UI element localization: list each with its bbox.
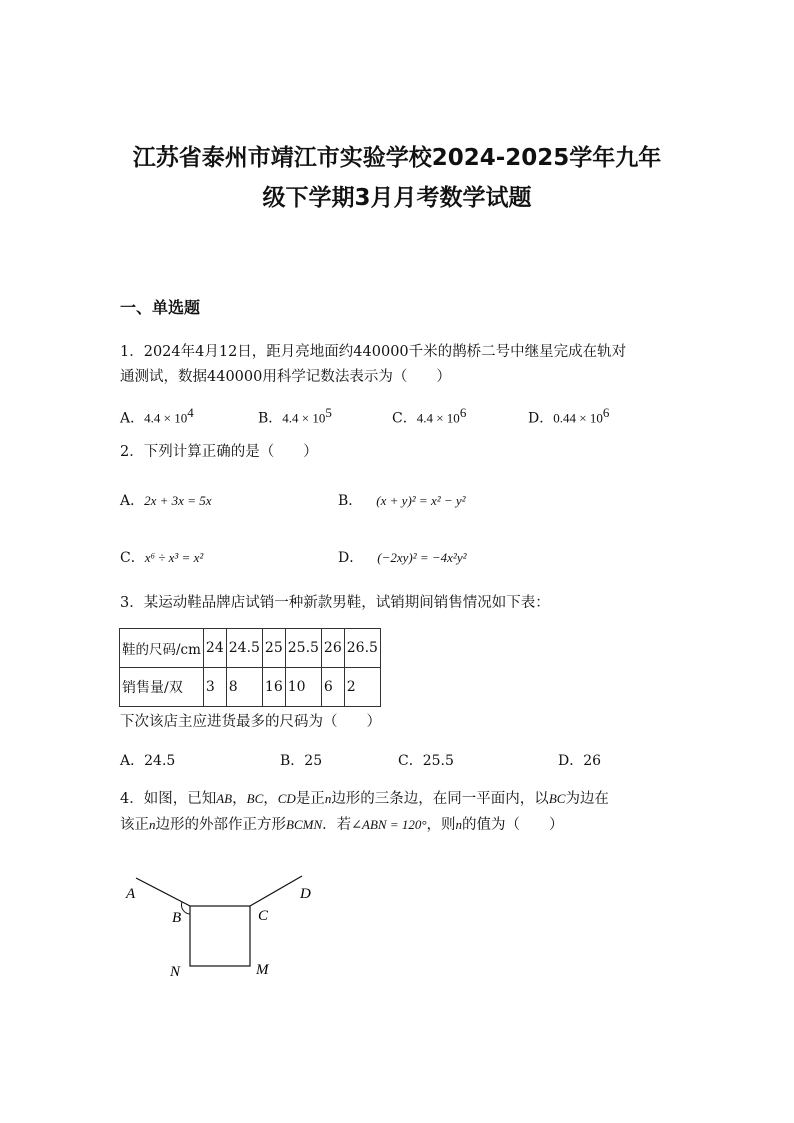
table-header-size: 鞋的尺码/cm xyxy=(120,629,204,668)
table-cell: 24 xyxy=(203,629,226,668)
table-cell: 3 xyxy=(203,668,226,707)
q1-option-b[interactable]: B．$4.4 \times 10^5$ xyxy=(258,405,332,427)
q2-option-a[interactable]: A．2x + 3x = 5x xyxy=(120,493,212,509)
table-cell: 26 xyxy=(321,629,344,668)
title-line-1: 江苏省泰州市靖江市实验学校2024-2025学年九年 xyxy=(132,145,662,171)
sales-table xyxy=(119,628,381,707)
section-heading: 一、单选题 xyxy=(120,298,201,317)
question-3: 3．某运动鞋品牌店试销一种新款男鞋，试销期间销售情况如下表： xyxy=(120,595,550,611)
label-d: D xyxy=(300,886,311,902)
question-1 xyxy=(120,340,680,390)
table-cell: 16 xyxy=(262,668,285,707)
table-row xyxy=(120,629,381,668)
table-cell: 25 xyxy=(262,629,285,668)
q3-option-a[interactable]: A．24.5 xyxy=(120,753,176,769)
question-3-prompt: 下次该店主应进货最多的尺码为（ ） xyxy=(120,714,381,730)
table-cell: 25.5 xyxy=(285,629,321,668)
square-bcmn xyxy=(190,906,250,966)
q1-option-d[interactable]: D．$0.44 \times 10^6$ xyxy=(528,405,610,427)
q2-option-b[interactable]: B． (x + y)² = x² − y² xyxy=(338,493,466,509)
q3-option-b[interactable]: B．25 xyxy=(280,753,323,769)
table-header-count: 销售量/双 xyxy=(120,668,204,707)
question-1-line-2: 通测试，数据440000用科学记数法表示为（ ） xyxy=(120,369,451,385)
question-4 xyxy=(120,786,690,838)
label-a: A xyxy=(126,886,136,902)
label-b: B xyxy=(172,910,182,926)
q2-option-c[interactable]: C．x⁶ ÷ x³ = x² xyxy=(120,550,204,566)
table-row xyxy=(120,668,381,707)
table-cell: 6 xyxy=(321,668,344,707)
title-line-2: 级下学期3月月考数学试题 xyxy=(262,185,532,211)
table-cell: 10 xyxy=(285,668,321,707)
q2-option-d[interactable]: D． (−2xy)² = −4x²y² xyxy=(338,550,467,566)
table-cell: 2 xyxy=(344,668,380,707)
q1-option-c[interactable]: C．$4.4 \times 10^6$ xyxy=(392,405,467,427)
label-n: N xyxy=(170,964,181,980)
q3-option-c[interactable]: C．25.5 xyxy=(398,753,454,769)
table-cell: 24.5 xyxy=(226,629,262,668)
edge-ab xyxy=(136,878,190,906)
question-4-line-1: 4．如图，已知AB，BC，CD是正n边形的三条边，在同一平面内，以BC为边在 xyxy=(120,791,609,807)
question-4-line-2: 该正n边形的外部作正方形BCMN．若∠ABN = 120°，则n的值为（ ） xyxy=(120,817,564,833)
q1-option-a[interactable]: A．$4.4 \times 10^4$ xyxy=(120,405,194,427)
question-1-line-1: 1．2024年4月12日，距月亮地面约440000千米的鹊桥二号中继星完成在轨对 xyxy=(120,344,627,360)
page-title xyxy=(60,138,734,218)
table-cell: 26.5 xyxy=(344,629,380,668)
q3-option-d[interactable]: D．26 xyxy=(558,753,602,769)
table-cell: 8 xyxy=(226,668,262,707)
label-m: M xyxy=(256,962,269,978)
polygon-square-figure xyxy=(110,860,330,990)
label-c: C xyxy=(258,908,269,924)
edge-cd xyxy=(250,876,302,906)
question-2: 2．下列计算正确的是（ ） xyxy=(120,444,318,460)
